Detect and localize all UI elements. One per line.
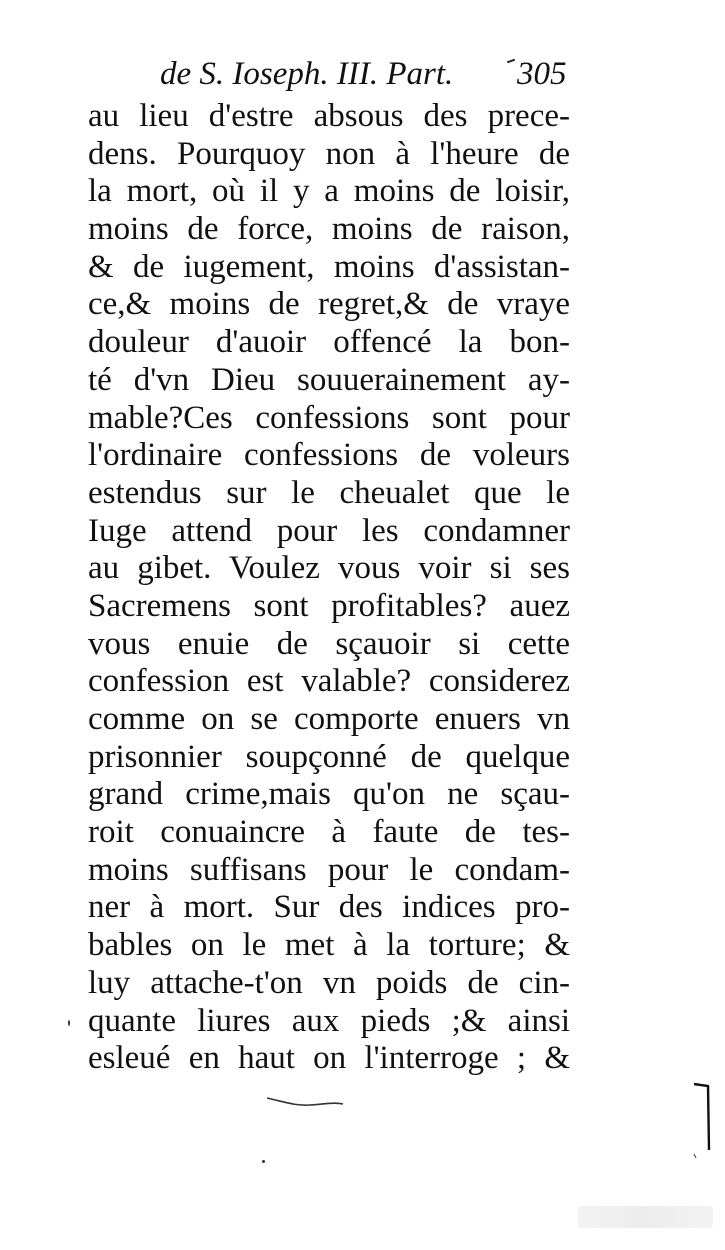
ink-speck [68, 1020, 70, 1026]
text-line: moins de force, moins de raison, [88, 211, 570, 248]
text-line: mable?Ces confessions sont pour [88, 399, 570, 436]
text-line: luy attache-t'on vn poids de cin- [88, 964, 570, 1001]
text-line: la mort, où il y a moins de loisir, [88, 173, 570, 210]
body-text [88, 98, 570, 1078]
ink-speck [262, 1160, 265, 1163]
text-line: moins suffisans pour le condam- [88, 851, 570, 888]
text-line: l'ordinaire confessions de voleurs [88, 437, 570, 474]
text-line: comme on se comporte enuers vn [88, 701, 570, 737]
text-line: estendus sur le cheualet que le [88, 474, 570, 511]
text-line: Iuge attend pour les condamner [88, 512, 570, 549]
text-line: confession est valable? considerez [88, 663, 570, 700]
text-line: au lieu d'estre absous des prece- [88, 98, 570, 134]
text-line: ce,& moins de regret,& de vraye [88, 286, 570, 323]
text-line: quante liures aux pieds ;& ainsi [88, 1002, 570, 1039]
text-line: esleué en haut on l'interroge ; & [88, 1040, 570, 1077]
margin-bracket-mark [688, 1080, 718, 1160]
text-line: douleur d'auoir offencé la bon- [88, 324, 570, 361]
text-line: té d'vn Dieu souuerainement ay- [88, 361, 570, 398]
text-line: au gibet. Voulez vous voir si ses [88, 550, 570, 587]
page-number: 305 [517, 56, 567, 92]
text-line: grand crime,mais qu'on ne sçau- [88, 776, 570, 813]
text-line: roit conuaincre à faute de tes- [88, 814, 570, 851]
text-line: dens. Pourquoy non à l'heure de [88, 135, 570, 172]
decorative-flourish [265, 1092, 345, 1112]
text-line: Sacremens sont profitables? auez [88, 587, 570, 624]
scan-watermark [578, 1206, 713, 1228]
running-head: de S. Ioseph. III. Part. [160, 56, 454, 92]
text-line: prisonnier soupçonné de quelque [88, 738, 570, 775]
text-line: bables on le met à la torture; & [88, 927, 570, 964]
text-line: ner à mort. Sur des indices pro- [88, 889, 570, 926]
page-header [160, 54, 580, 98]
text-line: vous enuie de sçauoir si cette [88, 625, 570, 662]
text-line: & de iugement, moins d'assistan- [88, 248, 570, 285]
